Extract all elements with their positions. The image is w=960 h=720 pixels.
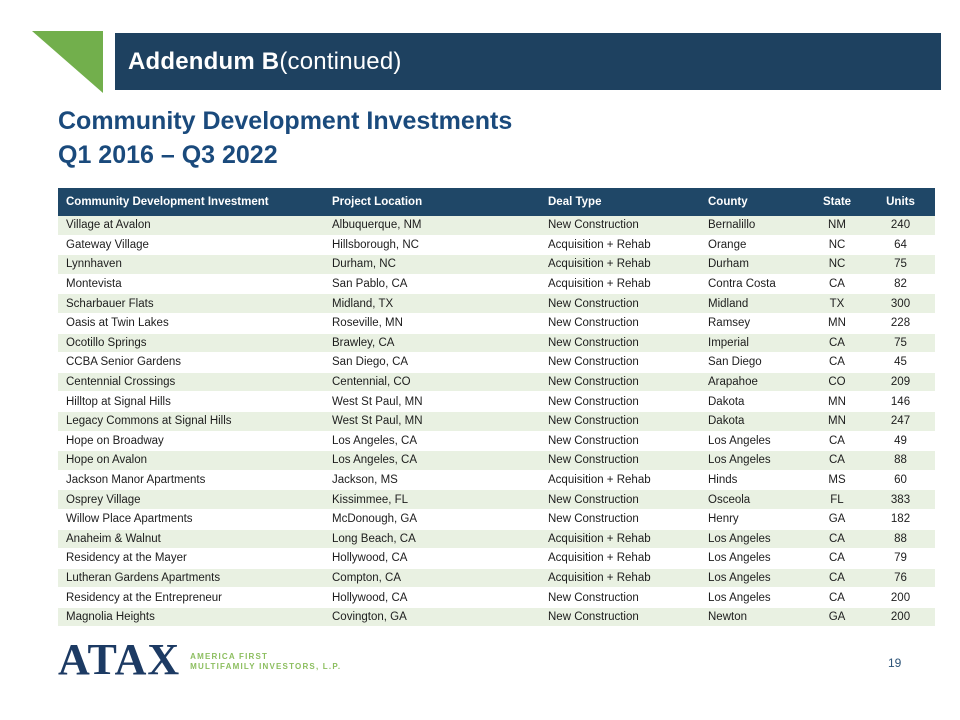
cell-investment: Gateway Village <box>58 235 332 255</box>
cell-state: TX <box>808 294 866 314</box>
cell-investment: Oasis at Twin Lakes <box>58 313 332 333</box>
cell-units: 76 <box>866 568 935 588</box>
cell-location: McDonough, GA <box>332 509 548 529</box>
cell-investment: Centennial Crossings <box>58 372 332 392</box>
table-row <box>58 294 935 314</box>
cell-county: Dakota <box>708 392 808 412</box>
cell-units: 182 <box>866 509 935 529</box>
cell-county: Los Angeles <box>708 549 808 569</box>
table-row <box>58 490 935 510</box>
table-row <box>58 607 935 627</box>
table-header-row <box>58 188 935 216</box>
cell-county: Durham <box>708 255 808 275</box>
logo-tagline <box>190 652 341 672</box>
header-units: Units <box>866 188 935 216</box>
cell-deal-type: Acquisition + Rehab <box>548 255 708 275</box>
cell-state: FL <box>808 490 866 510</box>
table-row <box>58 392 935 412</box>
cell-county: Dakota <box>708 411 808 431</box>
cell-units: 146 <box>866 392 935 412</box>
cell-deal-type: New Construction <box>548 372 708 392</box>
cell-county: Bernalillo <box>708 216 808 235</box>
cell-investment: Village at Avalon <box>58 216 332 235</box>
table-row <box>58 235 935 255</box>
cell-investment: Osprey Village <box>58 490 332 510</box>
investments-table <box>58 188 935 627</box>
cell-deal-type: Acquisition + Rehab <box>548 274 708 294</box>
cell-state: CA <box>808 274 866 294</box>
table-row <box>58 255 935 275</box>
table-row <box>58 549 935 569</box>
cell-location: West St Paul, MN <box>332 392 548 412</box>
cell-county: Los Angeles <box>708 431 808 451</box>
table-row <box>58 411 935 431</box>
header-deal-type: Deal Type <box>548 188 708 216</box>
cell-state: CA <box>808 353 866 373</box>
cell-units: 82 <box>866 274 935 294</box>
table-row <box>58 431 935 451</box>
atax-logo: ATAX <box>58 635 181 684</box>
investments-table-container <box>58 188 935 627</box>
cell-location: Albuquerque, NM <box>332 216 548 235</box>
cell-state: CA <box>808 431 866 451</box>
cell-state: CA <box>808 588 866 608</box>
cell-deal-type: Acquisition + Rehab <box>548 470 708 490</box>
cell-investment: Residency at the Mayer <box>58 549 332 569</box>
cell-location: Durham, NC <box>332 255 548 275</box>
cell-deal-type: New Construction <box>548 490 708 510</box>
banner-title-bold: Addendum B <box>128 47 280 75</box>
cell-deal-type: New Construction <box>548 216 708 235</box>
cell-deal-type: New Construction <box>548 509 708 529</box>
cell-units: 209 <box>866 372 935 392</box>
cell-deal-type: New Construction <box>548 451 708 471</box>
cell-deal-type: New Construction <box>548 353 708 373</box>
cell-deal-type: Acquisition + Rehab <box>548 549 708 569</box>
table-row <box>58 568 935 588</box>
cell-location: Hollywood, CA <box>332 549 548 569</box>
footer-logo <box>58 635 342 684</box>
table-row <box>58 313 935 333</box>
cell-state: CO <box>808 372 866 392</box>
table-row <box>58 588 935 608</box>
cell-county: Arapahoe <box>708 372 808 392</box>
cell-county: Newton <box>708 607 808 627</box>
cell-deal-type: Acquisition + Rehab <box>548 235 708 255</box>
cell-county: Los Angeles <box>708 588 808 608</box>
page-title <box>58 104 512 172</box>
table-row <box>58 529 935 549</box>
cell-state: MN <box>808 411 866 431</box>
cell-location: Hollywood, CA <box>332 588 548 608</box>
table-row <box>58 353 935 373</box>
cell-deal-type: New Construction <box>548 392 708 412</box>
cell-location: Compton, CA <box>332 568 548 588</box>
cell-investment: Anaheim & Walnut <box>58 529 332 549</box>
cell-investment: Legacy Commons at Signal Hills <box>58 411 332 431</box>
header-location: Project Location <box>332 188 548 216</box>
cell-deal-type: New Construction <box>548 294 708 314</box>
page-title-line1: Community Development Investments <box>58 107 513 135</box>
cell-units: 88 <box>866 529 935 549</box>
cell-investment: Hope on Avalon <box>58 451 332 471</box>
header-investment: Community Development Investment <box>58 188 332 216</box>
table-row <box>58 274 935 294</box>
table-body <box>58 216 935 627</box>
cell-deal-type: New Construction <box>548 411 708 431</box>
cell-location: Midland, TX <box>332 294 548 314</box>
cell-units: 228 <box>866 313 935 333</box>
table-row <box>58 470 935 490</box>
table-row <box>58 451 935 471</box>
cell-deal-type: Acquisition + Rehab <box>548 568 708 588</box>
green-triangle-decoration <box>32 31 103 93</box>
cell-units: 200 <box>866 588 935 608</box>
cell-county: Los Angeles <box>708 568 808 588</box>
logo-tagline-line2: MULTIFAMILY INVESTORS, L.P. <box>190 662 342 671</box>
cell-units: 60 <box>866 470 935 490</box>
cell-deal-type: Acquisition + Rehab <box>548 529 708 549</box>
cell-location: Centennial, CO <box>332 372 548 392</box>
cell-county: Imperial <box>708 333 808 353</box>
cell-investment: Lynnhaven <box>58 255 332 275</box>
cell-investment: CCBA Senior Gardens <box>58 353 332 373</box>
cell-county: Midland <box>708 294 808 314</box>
cell-units: 79 <box>866 549 935 569</box>
cell-units: 383 <box>866 490 935 510</box>
cell-county: Ramsey <box>708 313 808 333</box>
cell-deal-type: New Construction <box>548 313 708 333</box>
cell-county: Osceola <box>708 490 808 510</box>
cell-state: MN <box>808 392 866 412</box>
cell-location: Kissimmee, FL <box>332 490 548 510</box>
cell-units: 49 <box>866 431 935 451</box>
cell-state: CA <box>808 333 866 353</box>
cell-location: Los Angeles, CA <box>332 431 548 451</box>
cell-county: Henry <box>708 509 808 529</box>
cell-location: Covington, GA <box>332 607 548 627</box>
cell-investment: Ocotillo Springs <box>58 333 332 353</box>
cell-location: Los Angeles, CA <box>332 451 548 471</box>
cell-location: Long Beach, CA <box>332 529 548 549</box>
cell-state: NC <box>808 255 866 275</box>
cell-state: GA <box>808 509 866 529</box>
cell-units: 247 <box>866 411 935 431</box>
cell-state: NC <box>808 235 866 255</box>
cell-location: San Pablo, CA <box>332 274 548 294</box>
cell-state: MS <box>808 470 866 490</box>
table-row <box>58 509 935 529</box>
cell-units: 75 <box>866 255 935 275</box>
page-number: 19 <box>888 656 902 670</box>
cell-county: Los Angeles <box>708 451 808 471</box>
cell-units: 75 <box>866 333 935 353</box>
cell-state: CA <box>808 549 866 569</box>
cell-location: Brawley, CA <box>332 333 548 353</box>
cell-county: San Diego <box>708 353 808 373</box>
cell-location: San Diego, CA <box>332 353 548 373</box>
cell-state: CA <box>808 529 866 549</box>
cell-deal-type: New Construction <box>548 431 708 451</box>
cell-units: 200 <box>866 607 935 627</box>
cell-units: 45 <box>866 353 935 373</box>
cell-state: MN <box>808 313 866 333</box>
table-row <box>58 216 935 235</box>
cell-county: Orange <box>708 235 808 255</box>
cell-investment: Montevista <box>58 274 332 294</box>
cell-investment: Residency at the Entrepreneur <box>58 588 332 608</box>
cell-units: 88 <box>866 451 935 471</box>
cell-investment: Willow Place Apartments <box>58 509 332 529</box>
cell-state: GA <box>808 607 866 627</box>
cell-deal-type: New Construction <box>548 333 708 353</box>
cell-location: Jackson, MS <box>332 470 548 490</box>
cell-units: 64 <box>866 235 935 255</box>
header-state: State <box>808 188 866 216</box>
banner <box>115 33 941 90</box>
page-title-line2: Q1 2016 – Q3 2022 <box>58 141 278 169</box>
table-header <box>58 188 935 216</box>
cell-units: 240 <box>866 216 935 235</box>
cell-investment: Hilltop at Signal Hills <box>58 392 332 412</box>
cell-county: Contra Costa <box>708 274 808 294</box>
cell-investment: Magnolia Heights <box>58 607 332 627</box>
logo-tagline-line1: AMERICA FIRST <box>190 652 269 661</box>
cell-deal-type: New Construction <box>548 588 708 608</box>
table-row <box>58 333 935 353</box>
cell-location: Roseville, MN <box>332 313 548 333</box>
cell-units: 300 <box>866 294 935 314</box>
cell-investment: Jackson Manor Apartments <box>58 470 332 490</box>
cell-deal-type: New Construction <box>548 607 708 627</box>
cell-state: NM <box>808 216 866 235</box>
cell-investment: Hope on Broadway <box>58 431 332 451</box>
cell-state: CA <box>808 451 866 471</box>
cell-county: Los Angeles <box>708 529 808 549</box>
cell-location: West St Paul, MN <box>332 411 548 431</box>
cell-county: Hinds <box>708 470 808 490</box>
cell-state: CA <box>808 568 866 588</box>
header-county: County <box>708 188 808 216</box>
cell-investment: Scharbauer Flats <box>58 294 332 314</box>
banner-title-rest: (continued) <box>279 47 402 75</box>
table-row <box>58 372 935 392</box>
cell-investment: Lutheran Gardens Apartments <box>58 568 332 588</box>
cell-location: Hillsborough, NC <box>332 235 548 255</box>
